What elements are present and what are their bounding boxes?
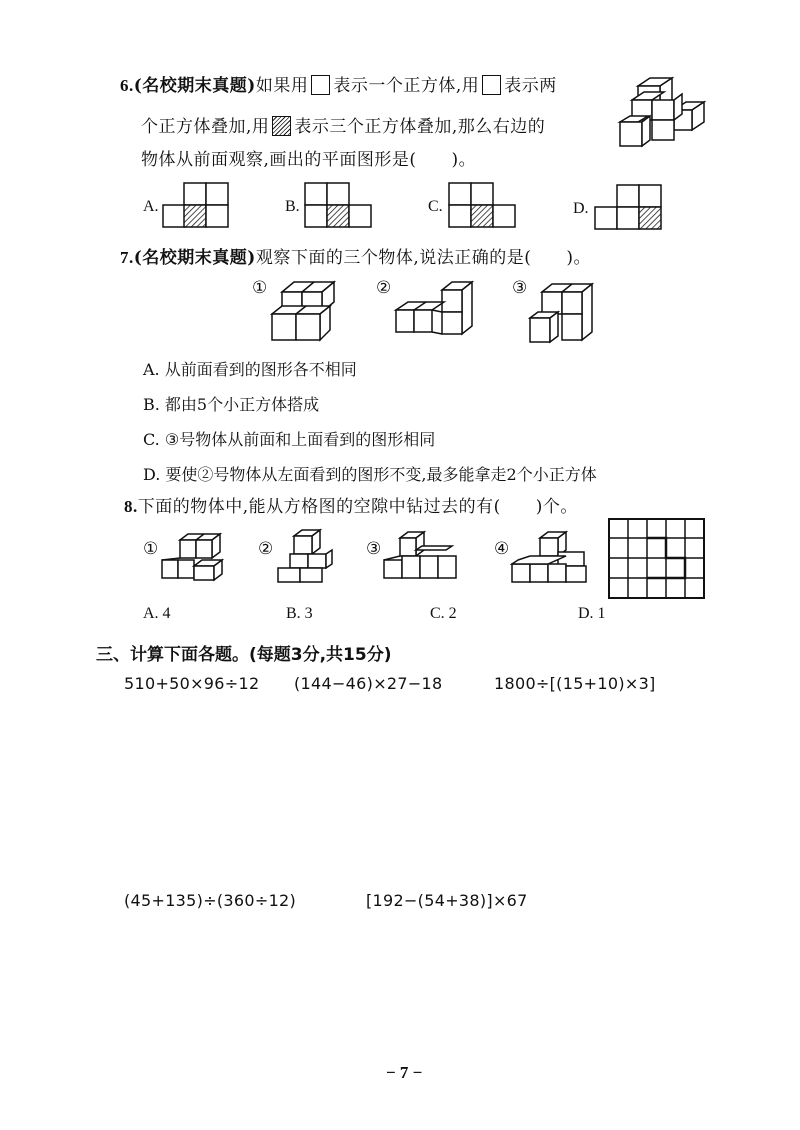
calc-1: 510+50×96÷12 bbox=[124, 674, 260, 693]
q6-option-d[interactable]: D. bbox=[573, 200, 589, 217]
q8-stem: 下面的物体中,能从方格图的空隙中钻过去的有( )个。 bbox=[137, 497, 578, 517]
calc-3: 1800÷[(15+10)×3] bbox=[494, 674, 656, 693]
q7-label-2: ② bbox=[376, 278, 392, 298]
q8-option-b[interactable]: B. 3 bbox=[286, 605, 313, 622]
single-cube-symbol bbox=[311, 75, 330, 95]
q8-number: 8. bbox=[124, 497, 138, 516]
page-number: − 7 − bbox=[386, 1063, 423, 1082]
q8-stem-line bbox=[124, 495, 578, 519]
q7-stem: 观察下面的三个物体,说法正确的是( )。 bbox=[255, 248, 592, 268]
q7-option-b[interactable]: B. 都由5个小正方体搭成 bbox=[143, 395, 320, 414]
q6-tag: (名校期末真题) bbox=[133, 76, 256, 96]
q6-text: 如果用 bbox=[255, 76, 309, 96]
q8-figure-2 bbox=[276, 528, 340, 584]
q7-label-1: ① bbox=[252, 278, 268, 298]
q6-option-b-figure bbox=[304, 182, 372, 228]
q6-text: 表示两 bbox=[504, 76, 557, 96]
calc-5: [192−(54+38)]×67 bbox=[366, 891, 528, 910]
q6-line1 bbox=[120, 74, 557, 98]
q8-option-d[interactable]: D. 1 bbox=[578, 605, 606, 622]
q7-figure-2 bbox=[392, 280, 476, 340]
triple-cube-symbol bbox=[272, 116, 291, 136]
q8-label-1: ① bbox=[143, 539, 159, 559]
q6-line2 bbox=[141, 115, 545, 139]
q7-figure-1 bbox=[270, 278, 342, 346]
q8-option-a[interactable]: A. 4 bbox=[143, 605, 171, 622]
q7-figure-3 bbox=[528, 280, 600, 346]
q7-label-3: ③ bbox=[512, 278, 528, 298]
q8-grid-figure bbox=[608, 518, 706, 600]
calc-2: (144−46)×27−18 bbox=[294, 674, 443, 693]
q6-text: 表示一个正方体,用 bbox=[333, 76, 480, 96]
q7-option-d[interactable]: D. 要使②号物体从左面看到的图形不变,最多能拿走2个小正方体 bbox=[143, 465, 597, 484]
q8-figure-4 bbox=[510, 530, 590, 586]
q6-option-a[interactable]: A. bbox=[143, 198, 159, 215]
q6-number: 6. bbox=[120, 76, 134, 95]
q8-figure-1 bbox=[160, 530, 238, 582]
q6-option-c[interactable]: C. bbox=[428, 198, 443, 215]
q8-label-4: ④ bbox=[494, 539, 510, 559]
calc-4: (45+135)÷(360÷12) bbox=[124, 891, 297, 910]
q6-option-c-figure bbox=[448, 182, 516, 228]
q7-number: 7. bbox=[120, 248, 134, 267]
q6-option-a-figure bbox=[162, 182, 230, 228]
q6-option-b[interactable]: B. bbox=[285, 198, 300, 215]
section-3-title: 三、计算下面各题。(每题3分,共15分) bbox=[96, 645, 392, 665]
q8-label-3: ③ bbox=[366, 539, 382, 559]
q7-option-a[interactable]: A. 从前面看到的图形各不相同 bbox=[143, 360, 357, 379]
q6-line3: 物体从前面观察,画出的平面图形是( )。 bbox=[141, 150, 477, 170]
q8-option-c[interactable]: C. 2 bbox=[430, 605, 457, 622]
q7-tag: (名校期末真题) bbox=[133, 248, 256, 268]
q6-stacked-cubes-figure bbox=[616, 74, 712, 156]
double-cube-symbol bbox=[482, 75, 501, 95]
q6-text: 表示三个正方体叠加,那么右边的 bbox=[294, 117, 546, 137]
q8-label-2: ② bbox=[258, 539, 274, 559]
q7-option-c[interactable]: C. ③号物体从前面和上面看到的图形相同 bbox=[143, 430, 436, 449]
q7-stem-line bbox=[120, 246, 591, 270]
q8-figure-3 bbox=[382, 530, 462, 582]
q6-option-d-figure bbox=[594, 184, 662, 230]
q6-text: 个正方体叠加,用 bbox=[141, 117, 270, 137]
